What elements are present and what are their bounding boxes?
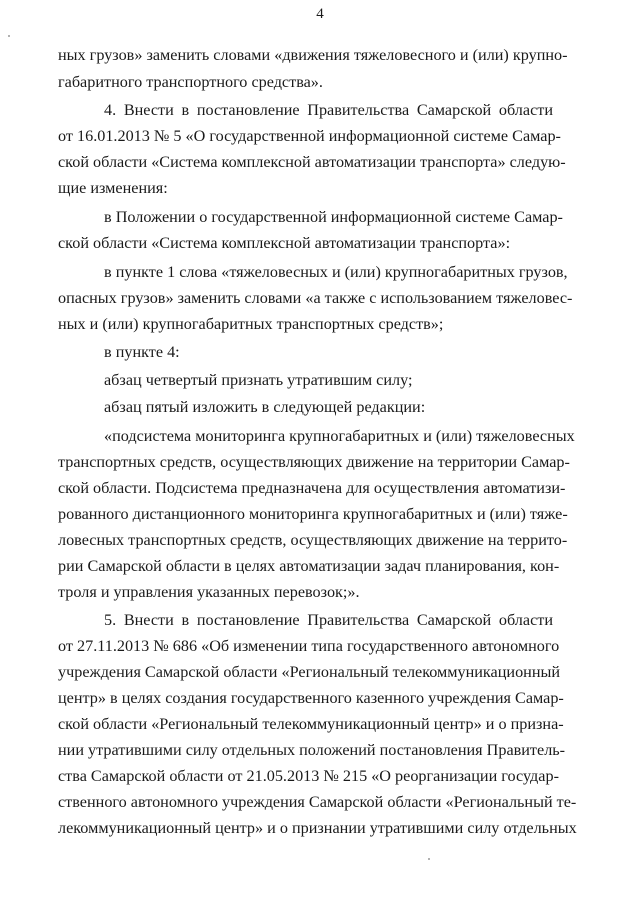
text-line: ных грузов» заменить словами «движения тяжеловесного и (или) крупно- xyxy=(58,46,568,64)
text-line: ской области «Система комплексной автоматизации транспорта» следую- xyxy=(58,153,566,171)
text-line: лекоммуникационный центр» и о признании утратившими силу отдельных xyxy=(58,819,577,837)
text-line: «подсистема мониторинга крупногабаритных и (или) тяжеловесных xyxy=(104,427,575,445)
text-line: ных и (или) крупногабаритных транспортных средств»; xyxy=(58,315,444,333)
text-line: в пункте 1 слова «тяжеловесных и (или) крупногабаритных грузов, xyxy=(104,263,568,281)
text-line: ской области «Система комплексной автоматизации транспорта»: xyxy=(58,234,511,252)
text-line: ской области. Подсистема предназначена для осуществления автоматизи- xyxy=(58,479,566,497)
text-line: ства Самарской области от 21.05.2013 № 215 «О реорганизации государ- xyxy=(58,767,559,785)
text-line: в Положении о государственной информационной системе Самар- xyxy=(104,208,563,226)
text-line: нии утратившими силу отдельных положений постановления Правитель- xyxy=(58,741,566,759)
text-line: троля и управления указанных перевозок;». xyxy=(58,583,360,601)
text-line: от 27.11.2013 № 686 «Об изменении типа государственного автономного xyxy=(58,637,560,655)
text-line: ской области «Региональный телекоммуникационный центр» и о призна- xyxy=(58,715,564,733)
text-line: 5. Внести в постановление Правительства Самарской области xyxy=(104,611,553,629)
text-line: опасных грузов» заменить словами «а также с использованием тяжеловес- xyxy=(58,289,573,307)
scan-speck xyxy=(428,858,430,860)
text-line: рии Самарской области в целях автоматизации задач планирования, кон- xyxy=(58,557,560,575)
text-line: в пункте 4: xyxy=(104,343,180,361)
text-line: габаритного транспортного средства». xyxy=(58,73,323,91)
text-line: абзац четвертый признать утратившим силу; xyxy=(104,371,413,389)
text-line: абзац пятый изложить в следующей редакции: xyxy=(104,398,426,416)
text-line: транспортных средств, осуществляющих движение на территории Самар- xyxy=(58,453,570,471)
text-line: ственного автономного учреждения Самарской области «Региональный те- xyxy=(58,793,577,811)
text-line: центр» в целях создания государственного казенного учреждения Самар- xyxy=(58,689,564,707)
text-line: щие изменения: xyxy=(58,179,168,197)
scan-speck xyxy=(8,35,10,37)
text-line: 4. Внести в постановление Правительства Самарской области xyxy=(104,101,553,119)
text-line: учреждения Самарской области «Региональный телекоммуникационный xyxy=(58,663,561,681)
text-line: рованного дистанционного мониторинга крупногабаритных и (или) тяже- xyxy=(58,505,568,523)
text-line: от 16.01.2013 № 5 «О государственной информационной системе Самар- xyxy=(58,127,561,145)
text-line: ловесных транспортных средств, осуществляющих движение на террито- xyxy=(58,531,568,549)
page-number: 4 xyxy=(316,6,324,22)
